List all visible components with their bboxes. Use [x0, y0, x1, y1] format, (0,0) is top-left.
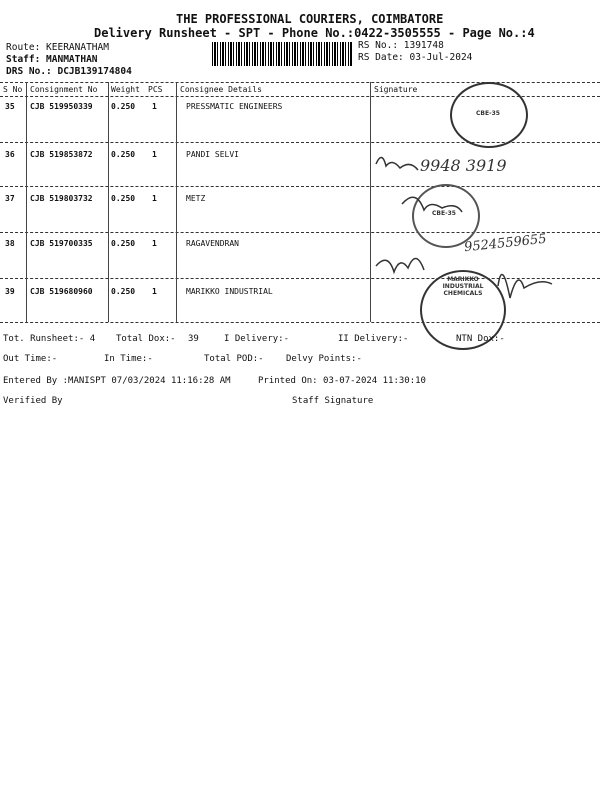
row-consignment: CJB 519853872: [30, 150, 93, 159]
handwritten-phone: 9948 3919: [420, 156, 507, 175]
row-sno: 36: [5, 150, 15, 159]
row-consignee: PANDI SELVI: [186, 150, 239, 159]
printed-on: Printed On: 03-07-2024 11:30:10: [258, 376, 426, 386]
row-consignee: PRESSMATIC ENGINEERS: [186, 102, 283, 111]
barcode: [212, 42, 352, 66]
col-header-sno: S No: [3, 85, 23, 94]
runsheet-title: Delivery Runsheet - SPT - Phone No.:0422-3505555 - Page No.:4: [94, 26, 535, 40]
total-dox-label: Total Dox:-: [116, 334, 176, 344]
courier-stamp: [450, 82, 528, 148]
tot-runsheet: Tot. Runsheet:- 4: [3, 334, 96, 344]
delvy-points: Delvy Points:-: [286, 354, 362, 364]
row-pcs: 1: [152, 194, 157, 203]
drs-number: DRS No.: DCJB139174804: [6, 66, 132, 77]
column-divider: [26, 82, 27, 322]
col-header-pcs: PCS: [148, 85, 163, 94]
col-header-consignee: Consignee Details: [180, 85, 262, 94]
verified-by: Verified By: [3, 396, 63, 406]
row-sno: 38: [5, 239, 15, 248]
row-pcs: 1: [152, 102, 157, 111]
rs-date: RS Date: 03-Jul-2024: [358, 52, 473, 63]
ntn-dox: NTN Dox:-: [456, 334, 505, 344]
row-consignment: CJB 519680960: [30, 287, 93, 296]
company-title: THE PROFESSIONAL COURIERS, COIMBATORE: [176, 12, 444, 26]
row-sno: 39: [5, 287, 15, 296]
row-consignment: CJB 519803732: [30, 194, 93, 203]
ii-delivery: II Delivery:-: [338, 334, 409, 344]
row-consignment: CJB 519700335: [30, 239, 93, 248]
column-divider: [108, 82, 109, 322]
col-header-weight: Weight: [111, 85, 140, 94]
row-sno: 37: [5, 194, 15, 203]
row-sno: 35: [5, 102, 15, 111]
in-time: In Time:-: [104, 354, 153, 364]
stamp-company-name: MARIKKO INDUSTRIAL CHEMICALS: [442, 276, 484, 297]
row-rule: [0, 322, 600, 323]
row-consignee: METZ: [186, 194, 206, 203]
col-header-consignment: Consignment No: [30, 85, 98, 94]
route-label: Route: KEERANATHAM: [6, 42, 109, 53]
row-weight: 0.250: [111, 239, 136, 248]
row-weight: 0.250: [111, 150, 136, 159]
row-pcs: 1: [152, 150, 157, 159]
column-divider: [176, 82, 177, 322]
rs-number: RS No.: 1391748: [358, 40, 444, 51]
total-dox-value: 39: [188, 334, 199, 344]
handwritten-phone: 9524559655: [463, 231, 548, 256]
col-header-signature: Signature: [374, 85, 418, 94]
stamp-code: CBE-35: [476, 110, 500, 117]
entered-by: Entered By :MANISPT 07/03/2024 11:16:28 AM: [3, 376, 231, 386]
staff-label: Staff: MANMATHAN: [6, 54, 98, 65]
column-divider: [370, 82, 371, 322]
total-pod: Total POD:-: [204, 354, 264, 364]
table-top-rule: [0, 82, 600, 83]
row-consignee: RAGAVENDRAN: [186, 239, 239, 248]
row-weight: 0.250: [111, 194, 136, 203]
row-pcs: 1: [152, 287, 157, 296]
row-consignee: MARIKKO INDUSTRIAL: [186, 287, 273, 296]
staff-signature: Staff Signature: [292, 396, 374, 406]
stamp-code: CBE-35: [432, 210, 456, 217]
row-pcs: 1: [152, 239, 157, 248]
row-weight: 0.250: [111, 287, 136, 296]
i-delivery: I Delivery:-: [224, 334, 290, 344]
row-weight: 0.250: [111, 102, 136, 111]
row-consignment: CJB 519950339: [30, 102, 93, 111]
out-time: Out Time:-: [3, 354, 58, 364]
